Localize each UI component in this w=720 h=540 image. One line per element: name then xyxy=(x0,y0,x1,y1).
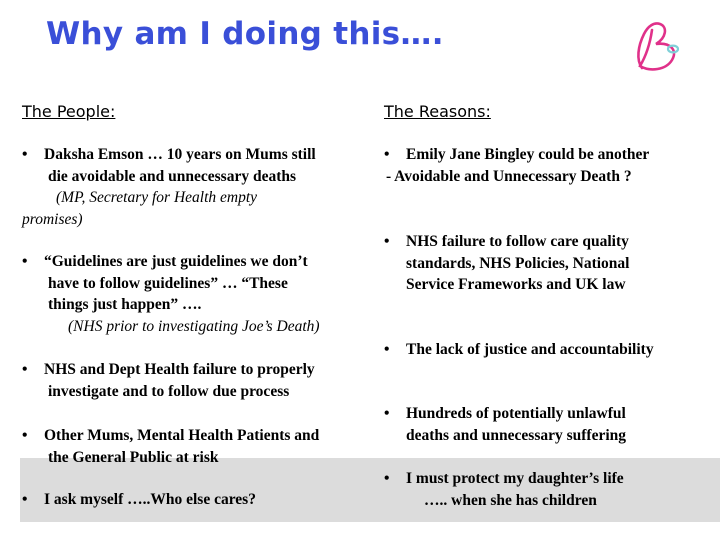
people-item-3: • NHS and Dept Health failure to properly investigate and to follow due process xyxy=(22,361,315,400)
reasons-item-2: • NHS failure to follow care quality standards, NHS Policies, National Service Frameworks and UK law xyxy=(384,233,630,293)
bullet-icon: • xyxy=(22,361,28,378)
bullet-icon: • xyxy=(384,341,390,358)
people-item-1: • Daksha Emson … 10 years on Mums still die avoidable and unnecessary deaths (MP, Secretary for Health empty promises) xyxy=(22,146,316,228)
reasons-item-4: • Hundreds of potentially unlawful deaths and unnecessary suffering xyxy=(384,405,627,444)
bullet-icon: • xyxy=(384,470,390,487)
people-item-4: • Other Mums, Mental Health Patients and the General Public at risk xyxy=(22,427,320,466)
reasons-item-1: • Emily Jane Bingley could be another - Avoidable and Unnecessary Death ? xyxy=(384,146,650,185)
reasons-item-3: • The lack of justice and accountability xyxy=(384,339,654,361)
bullet-icon: • xyxy=(384,233,390,250)
slide-title: Why am I doing this…. xyxy=(46,16,444,52)
stylized-b-logo-icon xyxy=(628,16,694,76)
bullet-icon: • xyxy=(22,253,28,270)
people-heading: The People: xyxy=(22,102,116,121)
reasons-item-5: • I must protect my daughter’s life ….. when she has children xyxy=(384,470,624,509)
bullet-icon: • xyxy=(384,146,390,163)
bullet-icon: • xyxy=(22,427,28,444)
people-item-2: • “Guidelines are just guidelines we don’t have to follow guidelines” … “These things just happen” …. (NHS prior to investigating Joe’s Death) xyxy=(22,253,320,335)
people-item-5: • I ask myself …..Who else cares? xyxy=(22,489,256,511)
bullet-icon: • xyxy=(384,405,390,422)
bullet-icon: • xyxy=(22,491,28,508)
bullet-icon: • xyxy=(22,146,28,163)
reasons-heading: The Reasons: xyxy=(384,102,491,121)
